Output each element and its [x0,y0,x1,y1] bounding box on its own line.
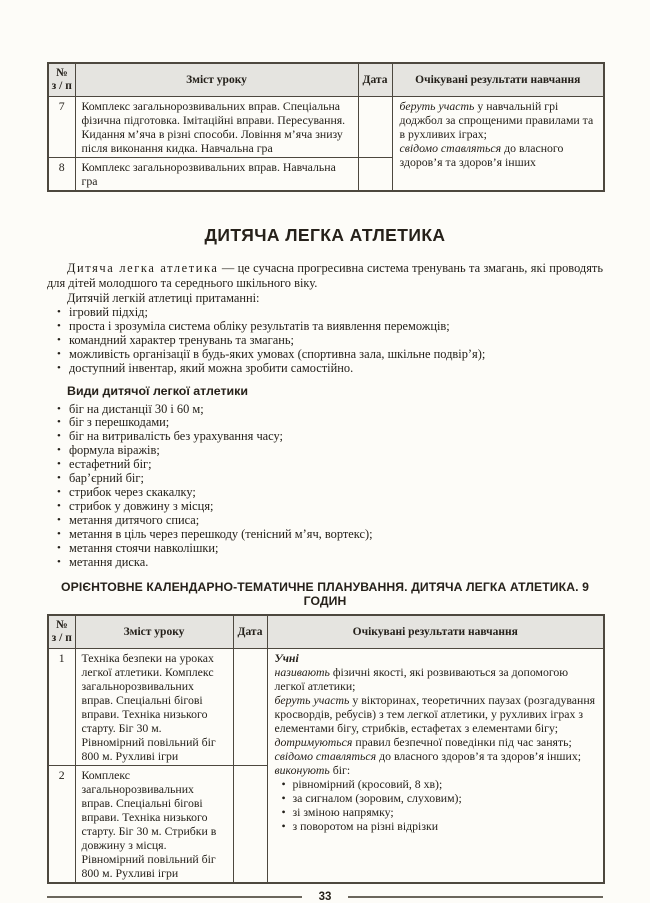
page-footer [47,891,603,903]
result-lead: беруть участь [399,99,475,113]
list-item: • стрибок у довжину з місця; [57,500,603,514]
types-list [47,403,603,570]
result-item [275,763,599,777]
lesson-number-cell: 2 [48,766,75,884]
list-item: • командний характер тренувань та змагань; [57,334,603,348]
result-text: фізичні якості, які розвиваються за допомогою легкої атлетики; [274,665,569,694]
list-item: • метання в ціль через перешкоду (тенісний м’яч, вортекс); [57,528,603,542]
lesson-number-cell: 8 [48,158,75,192]
list-item: • стрибок через скакалку; [57,486,603,500]
list-item: • метання стоячи навколішки; [57,542,603,556]
header-num-top: № [55,67,68,79]
results-cell [392,97,604,192]
list-item: • формула віражів; [57,444,603,458]
list-item: • можливість організації в будь-яких умовах (спортивна зала, шкільне подвір’я); [57,348,603,362]
results-heading: Учні [274,651,299,666]
date-cell [233,649,267,766]
result-lead: називають [274,665,330,680]
lesson-number-cell: 7 [48,97,75,158]
page-title: ДИТЯЧА ЛЕГКА АТЛЕТИКА [204,225,446,245]
date-cell [358,158,392,192]
header-results-column: Очікувані результати навчання [267,615,604,649]
list-item: • естафетний біг; [57,458,603,472]
header-num-top: № [55,619,68,632]
header-num-column [48,615,75,649]
result-text: у навчальній грі доджбол за спрощеними правилами та в рухливих іграх; [399,99,594,141]
date-cell [358,97,392,158]
list-item: • з поворотом на різні відрізки [282,819,599,833]
lesson-content-cell: Комплекс загальнорозвивальних вправ. Навчальна гра [75,158,358,192]
header-results-column: Очікувані результати навчання [392,63,604,97]
result-item [400,141,599,169]
header-num-bottom: з / п [51,80,72,92]
table-header-row [48,615,604,649]
result-lead: дотримуються [274,735,353,750]
result-lead: виконують [274,763,330,778]
header-num-column [48,63,75,97]
list-item: • метання диска. [57,556,603,570]
header-date-column: Дата [358,63,392,97]
list-item: • метання дитячого списа; [57,514,603,528]
page-number: 33 [318,891,332,903]
result-text: до власного здоров’я та здоров’я інших [399,141,564,169]
list-item: • бар’єрний біг; [57,472,603,486]
result-text: біг: [332,763,351,778]
header-content-column: Зміст уроку [75,615,233,649]
lesson-content-cell: Техніка безпеки на уроках легкої атлетики. Комплекс загальнорозвивальних вправ. Спеціальні бігові вправи. Техніка низького старту. Біг 30 м. Рівномірний повільний біг 800 м. Рухливі ігри [75,649,233,766]
list-item: • за сигналом (зоровим, слуховим); [282,791,599,805]
list-item: • проста і зрозуміла система обліку результатів та виявлення переможців; [57,320,603,334]
result-item [275,749,599,763]
list-item: • рівномірний (кросовий, 8 хв); [282,777,599,791]
lessons-table-top [47,62,605,192]
table-row [48,97,604,158]
result-lead: свідомо ставляться [274,749,377,764]
run-variants-list [275,777,599,833]
table-header-row [48,63,604,97]
header-date-column: Дата [233,615,267,649]
result-text: правил безпечної поведінки під час занять; [355,735,572,750]
result-text: у вікторинах, теоретичних паузах (розгадування кросвордів, ребусів) з тем легкої атлетики, у рухливих іграх з елементами бігу, стрибків, естафетах з елементами бігу; [274,693,596,736]
planning-title: ОРІЄНТОВНЕ КАЛЕНДАРНО-ТЕМАТИЧНЕ ПЛАНУВАННЯ. ДИТЯЧА ЛЕГКА АТЛЕТИКА. 9 ГОДИН [61,580,589,609]
list-item: • біг з перешкодами; [57,416,603,430]
lesson-content-cell: Комплекс загальнорозвивальних вправ. Спеціальна фізична підготовка. Імітаційні вправи. Пересування. Кидання м’яча в різні способи. Ловіння м’яча знизу після виконання кидка. Навчальна гра [75,97,358,158]
list-item: • біг на дистанції 30 і 60 м; [57,403,603,417]
intro-lead: Дитяча легка атлетика [67,261,219,275]
intro-paragraph [47,261,603,291]
result-item [400,99,599,141]
lesson-content-cell: Комплекс загальнорозвивальних вправ. Спеціальні бігові вправи. Техніка низького старту. Біг 30 м. Стрибки в довжину з місця. Рівномірний повільний біг 800 м. Рухливі ігри [75,766,233,884]
list-item: • доступний інвентар, який можна зробити самостійно. [57,362,603,376]
header-num-bottom: з / п [51,632,72,645]
result-item [275,735,599,749]
date-cell [233,766,267,884]
result-item [275,665,599,693]
footer-rule-right [348,896,603,898]
header-content-column: Зміст уроку [75,63,358,97]
features-intro: Дитячій легкій атлетиці притаманні: [67,291,260,305]
footer-rule-left [47,896,302,898]
lessons-table-planning [47,614,605,884]
list-item: • зі зміною напрямку; [282,805,599,819]
types-subtitle: Види дитячої легкої атлетики [67,383,248,398]
result-lead: беруть участь [274,693,350,708]
features-list [47,306,603,376]
list-item: • ігровий підхід; [57,306,603,320]
lesson-number-cell: 1 [48,649,75,766]
table-row [48,649,604,766]
result-lead: свідомо ставляться [399,141,502,155]
result-item [275,693,599,735]
intro-rest: — це сучасна прогресивна система тренувань та змагань, які проводять для дітей молодшого та середнього шкільного віку. [47,261,603,290]
results-cell [267,649,604,884]
result-text: до власного здоров’я та здоров’я інших; [379,749,582,764]
list-item: • біг на витривалість без урахування часу; [57,430,603,444]
